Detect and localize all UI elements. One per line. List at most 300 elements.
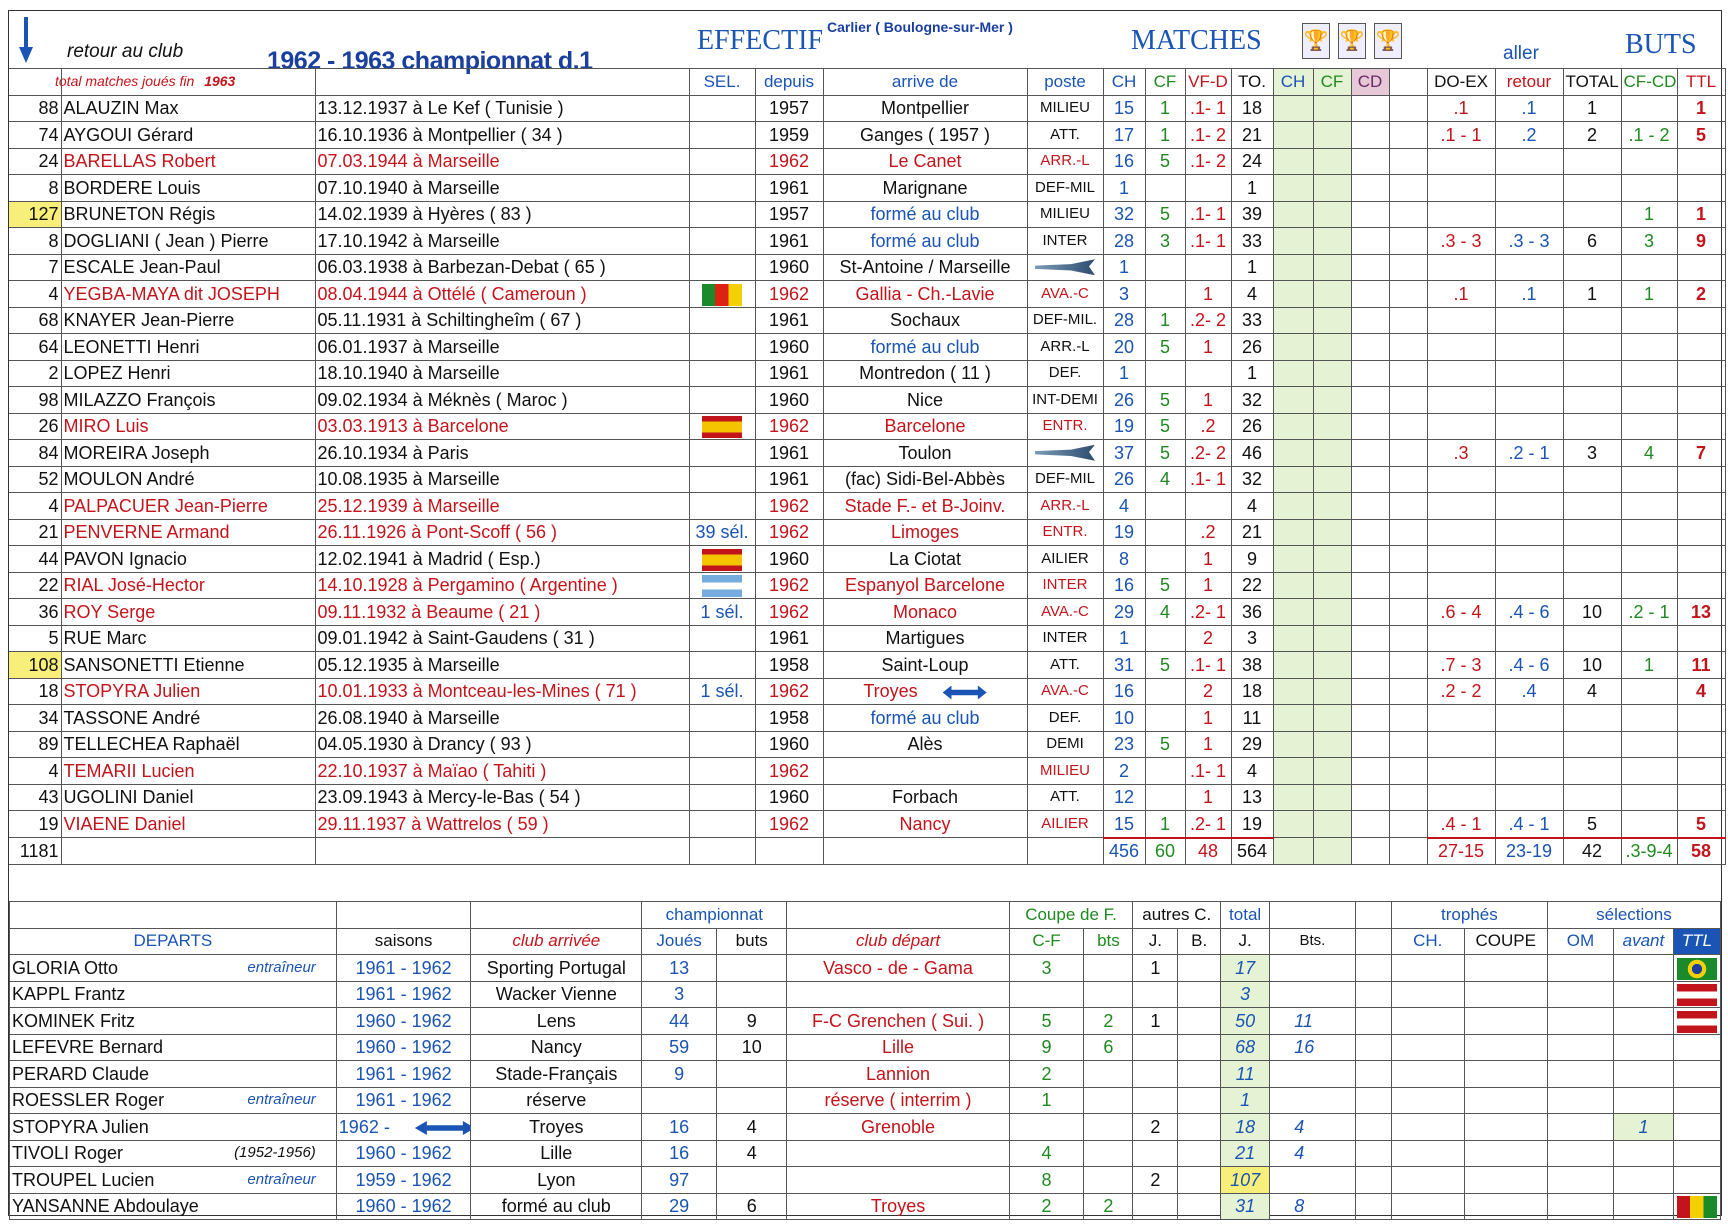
- total-matches: 39: [1231, 201, 1273, 228]
- total-matches: 46: [1231, 440, 1273, 467]
- player-row[interactable]: [9, 440, 1725, 467]
- player-row[interactable]: [9, 307, 1725, 334]
- vfd-matches: [1185, 493, 1231, 520]
- trophy-ch: [1391, 1167, 1464, 1194]
- trophy-coupe: [1464, 981, 1547, 1008]
- goals-retour: [1495, 784, 1563, 811]
- total-matches: 4: [1231, 281, 1273, 308]
- selections-cell: [689, 572, 755, 599]
- birth-info: 22.10.1937 à Maïao ( Tahiti ): [315, 758, 689, 785]
- since-year: 1957: [755, 201, 823, 228]
- player-name[interactable]: VIAENE Daniel: [61, 811, 315, 838]
- goals-doex: [1427, 254, 1495, 281]
- trophy-ch-cell: [1273, 281, 1313, 308]
- col-retour[interactable]: retour: [1495, 69, 1563, 96]
- total-bts: [1270, 955, 1355, 982]
- position: ARR.-L: [1027, 334, 1103, 361]
- departures-table: [9, 901, 1721, 1220]
- trophy-cf-cell: [1313, 625, 1351, 652]
- goals-doex: [1427, 493, 1495, 520]
- cf-matches: [1145, 519, 1185, 546]
- cf-goals: 6: [1084, 1034, 1133, 1061]
- goals-retour: [1495, 175, 1563, 202]
- player-row[interactable]: [9, 625, 1725, 652]
- player-row[interactable]: [9, 175, 1725, 202]
- col-total-j[interactable]: J.: [1221, 928, 1270, 955]
- trophy-ch-cell: [1273, 413, 1313, 440]
- col-cf[interactable]: CF: [1145, 69, 1185, 96]
- player-name[interactable]: MOULON André: [61, 466, 315, 493]
- total-matches: 3: [1231, 625, 1273, 652]
- player-row[interactable]: [9, 546, 1725, 573]
- birth-info: 16.10.1936 à Montpellier ( 34 ): [315, 122, 689, 149]
- ch-matches: 26: [1103, 466, 1145, 493]
- total-cf: 60: [1145, 838, 1185, 865]
- seasons-cell: 1961 - 1962: [336, 1061, 471, 1088]
- trophy-cf-cell: [1313, 705, 1351, 732]
- since-year: 1961: [755, 175, 823, 202]
- player-name[interactable]: ALAUZIN Max: [61, 95, 315, 122]
- trophy-cf-cell: [1313, 281, 1351, 308]
- col-doex[interactable]: DO-EX: [1427, 69, 1495, 96]
- trophy-ch-cell: [1273, 175, 1313, 202]
- ch-matches: 2: [1103, 758, 1145, 785]
- goals-doex: .1: [1427, 281, 1495, 308]
- player-row[interactable]: [9, 652, 1725, 679]
- vfd-matches: 2: [1185, 678, 1231, 705]
- player-row[interactable]: [9, 678, 1725, 705]
- vfd-matches: 2: [1185, 625, 1231, 652]
- player-name[interactable]: TELLECHEA Raphaël: [61, 731, 315, 758]
- empty-cell: [1389, 838, 1427, 865]
- goals-doex: [1427, 731, 1495, 758]
- col-b[interactable]: B.: [1178, 928, 1221, 955]
- player-name[interactable]: ROY Serge: [61, 599, 315, 626]
- trophy-cf-cell: [1313, 95, 1351, 122]
- selections-cell: [689, 705, 755, 732]
- arrived-from: formé au club: [823, 201, 1027, 228]
- champ-buts: [716, 1087, 786, 1114]
- goals-ttl: [1677, 731, 1725, 758]
- player-row[interactable]: [9, 334, 1725, 361]
- cf-goals: 2: [1084, 1193, 1133, 1220]
- birth-info: 06.01.1937 à Marseille: [315, 334, 689, 361]
- col-total-bts[interactable]: Bts.: [1270, 928, 1355, 955]
- col-club-depart[interactable]: club départ: [787, 928, 1009, 955]
- col-sel-ttl[interactable]: TTL: [1673, 928, 1720, 955]
- departure-name-cell[interactable]: [10, 1008, 337, 1035]
- goals-cfcd: [1621, 175, 1677, 202]
- matches-total-cell: 98: [9, 387, 61, 414]
- col-j[interactable]: J.: [1133, 928, 1178, 955]
- ch-matches: 15: [1103, 95, 1145, 122]
- sel-ttl: [1673, 1193, 1720, 1220]
- player-name[interactable]: PALPACUER Jean-Pierre: [61, 493, 315, 520]
- goals-cfcd: [1621, 731, 1677, 758]
- cf-matches: [1145, 705, 1185, 732]
- player-name[interactable]: LOPEZ Henri: [61, 360, 315, 387]
- departs-title: DEPARTS: [10, 928, 337, 955]
- goals-total: [1563, 254, 1621, 281]
- goals-doex: [1427, 758, 1495, 785]
- col-trophy-cf[interactable]: CF: [1313, 69, 1351, 96]
- selections-cell: [689, 148, 755, 175]
- player-name[interactable]: ESCALE Jean-Paul: [61, 254, 315, 281]
- goals-ttl: [1677, 307, 1725, 334]
- autres-j: 1: [1133, 955, 1178, 982]
- since-year: 1961: [755, 466, 823, 493]
- goals-retour: [1495, 731, 1563, 758]
- trophy-ch-cell: [1273, 387, 1313, 414]
- col-trophy-coupe[interactable]: COUPE: [1464, 928, 1547, 955]
- arrived-from: formé au club: [823, 334, 1027, 361]
- player-row[interactable]: [9, 201, 1725, 228]
- departure-row[interactable]: [10, 1087, 1721, 1114]
- empty-cell: [1273, 838, 1313, 865]
- player-name[interactable]: PAVON Ignacio: [61, 546, 315, 573]
- vfd-matches: .1- 2: [1185, 122, 1231, 149]
- autres-j: 1: [1133, 1008, 1178, 1035]
- player-row[interactable]: [9, 519, 1725, 546]
- cf-matches: 1: [1145, 811, 1185, 838]
- matches-total-cell: 4: [9, 758, 61, 785]
- departure-row[interactable]: [10, 1114, 1721, 1141]
- departure-row[interactable]: [10, 1061, 1721, 1088]
- player-row[interactable]: [9, 811, 1725, 838]
- selections-cell: [689, 281, 755, 308]
- total-matches: 36: [1231, 599, 1273, 626]
- autres-j: [1133, 1193, 1178, 1220]
- col-club-arrivee[interactable]: club arrivée: [471, 928, 642, 955]
- total-matches: 32: [1231, 387, 1273, 414]
- player-name[interactable]: KNAYER Jean-Pierre: [61, 307, 315, 334]
- club-depart: [787, 1167, 1009, 1194]
- spacer-cell: [1389, 201, 1427, 228]
- col-sel-om[interactable]: OM: [1547, 928, 1613, 955]
- col-total[interactable]: TOTAL: [1563, 69, 1621, 96]
- col-joues[interactable]: Joués: [642, 928, 717, 955]
- trophy-cd-cell: [1351, 175, 1389, 202]
- trophy-ch-cell: [1273, 228, 1313, 255]
- departure-name-cell[interactable]: [10, 955, 337, 982]
- club-depart: Grenoble: [787, 1114, 1009, 1141]
- player-row[interactable]: [9, 228, 1725, 255]
- spacer-cell: [1389, 678, 1427, 705]
- departure-role: entraîneur: [247, 958, 316, 976]
- player-name[interactable]: LEONETTI Henri: [61, 334, 315, 361]
- matches-total-cell: 88: [9, 95, 61, 122]
- goals-ttl: [1677, 387, 1725, 414]
- player-name[interactable]: TASSONE André: [61, 705, 315, 732]
- col-arrive[interactable]: arrive de: [823, 69, 1027, 96]
- goals-total: [1563, 387, 1621, 414]
- col-sel-avant[interactable]: avant: [1614, 928, 1674, 955]
- goals-cfcd: [1621, 95, 1677, 122]
- ch-matches: 16: [1103, 572, 1145, 599]
- vfd-matches: 1: [1185, 281, 1231, 308]
- goals-retour: .4 - 6: [1495, 599, 1563, 626]
- player-row[interactable]: [9, 122, 1725, 149]
- total-j: 68: [1221, 1034, 1270, 1061]
- col-to[interactable]: TO.: [1231, 69, 1273, 96]
- cf-matches: 1: [1145, 122, 1185, 149]
- departure-row[interactable]: [10, 1193, 1721, 1220]
- player-row[interactable]: [9, 599, 1725, 626]
- cf-goals: [1084, 1087, 1133, 1114]
- trophy-ch-cell: [1273, 546, 1313, 573]
- spacer-cell: [1355, 1114, 1391, 1141]
- sel-om: [1547, 1167, 1613, 1194]
- spacer-cell: [1355, 955, 1391, 982]
- player-name[interactable]: RIAL José-Hector: [61, 572, 315, 599]
- sel-ttl: [1673, 1034, 1720, 1061]
- player-name[interactable]: RUE Marc: [61, 625, 315, 652]
- player-name[interactable]: STOPYRA Julien: [61, 678, 315, 705]
- departure-row[interactable]: [10, 981, 1721, 1008]
- player-row[interactable]: [9, 360, 1725, 387]
- departure-name-cell[interactable]: [10, 1034, 337, 1061]
- trophy-cd-cell: [1351, 705, 1389, 732]
- arrived-from: Montpellier: [823, 95, 1027, 122]
- player-row[interactable]: [9, 254, 1725, 281]
- transfer-arrow-icon: [415, 1121, 471, 1135]
- goals-total: 3: [1563, 440, 1621, 467]
- player-row[interactable]: [9, 758, 1725, 785]
- player-name[interactable]: BARELLAS Robert: [61, 148, 315, 175]
- player-name[interactable]: UGOLINI Daniel: [61, 784, 315, 811]
- position: [1027, 254, 1103, 281]
- goals-retour: .4 - 1: [1495, 811, 1563, 838]
- goals-doex: [1427, 360, 1495, 387]
- player-row[interactable]: [9, 784, 1725, 811]
- col-poste[interactable]: poste: [1027, 69, 1103, 96]
- goals-cfcd: [1621, 572, 1677, 599]
- player-name[interactable]: MOREIRA Joseph: [61, 440, 315, 467]
- spacer-cell: [1389, 572, 1427, 599]
- player-row[interactable]: [9, 148, 1725, 175]
- effectif-heading: EFFECTIF: [697, 25, 824, 56]
- trophy-ch-cell: [1273, 254, 1313, 281]
- vfd-matches: .1- 1: [1185, 758, 1231, 785]
- argentina-flag-icon: [702, 575, 742, 597]
- trophy-cf-cell: [1313, 758, 1351, 785]
- col-saisons[interactable]: saisons: [336, 928, 471, 955]
- arrived-from: (fac) Sidi-Bel-Abbès: [823, 466, 1027, 493]
- goals-total: 10: [1563, 652, 1621, 679]
- departure-row[interactable]: [10, 1167, 1721, 1194]
- total-matches: 1: [1231, 254, 1273, 281]
- total-cfcd: .3-9-4: [1621, 838, 1677, 865]
- departure-row[interactable]: [10, 955, 1721, 982]
- departure-name-cell[interactable]: [10, 1140, 337, 1167]
- birth-info: 13.12.1937 à Le Kef ( Tunisie ): [315, 95, 689, 122]
- birth-info: 03.03.1913 à Barcelone: [315, 413, 689, 440]
- departure-name-cell[interactable]: [10, 981, 337, 1008]
- vfd-matches: [1185, 360, 1231, 387]
- cf-matches: 4: [1145, 599, 1185, 626]
- goals-doex: [1427, 519, 1495, 546]
- player-row[interactable]: [9, 281, 1725, 308]
- cf-goals: 2: [1084, 1008, 1133, 1035]
- player-name[interactable]: DOGLIANI ( Jean ) Pierre: [61, 228, 315, 255]
- player-row[interactable]: [9, 731, 1725, 758]
- goals-doex: [1427, 175, 1495, 202]
- trophy-cd-cell: [1351, 254, 1389, 281]
- seasons-cell: 1960 - 1962: [336, 1034, 471, 1061]
- guinea-flag-icon: [1677, 1196, 1717, 1218]
- col-ttl[interactable]: TTL: [1677, 69, 1725, 96]
- player-row[interactable]: [9, 413, 1725, 440]
- col-buts[interactable]: buts: [716, 928, 786, 955]
- col-cf[interactable]: C-F: [1009, 928, 1084, 955]
- cf-played: 5: [1009, 1008, 1084, 1035]
- club-arrivee: Troyes: [471, 1114, 642, 1141]
- vfd-matches: 1: [1185, 387, 1231, 414]
- position: ENTR.: [1027, 413, 1103, 440]
- position: ATT.: [1027, 652, 1103, 679]
- vfd-matches: .1- 2: [1185, 148, 1231, 175]
- matches-total-cell: 84: [9, 440, 61, 467]
- arrived-from: Sochaux: [823, 307, 1027, 334]
- goals-total: 10: [1563, 599, 1621, 626]
- plane-icon: [1035, 259, 1095, 275]
- departure-row[interactable]: [10, 1140, 1721, 1167]
- selections-group: sélections: [1547, 902, 1720, 929]
- player-name[interactable]: TEMARII Lucien: [61, 758, 315, 785]
- autres-b: [1178, 955, 1221, 982]
- trophy-cd-cell: [1351, 95, 1389, 122]
- trophy-cf-cell: [1313, 811, 1351, 838]
- cf-played: [1009, 1114, 1084, 1141]
- col-trophy-cd[interactable]: CD: [1351, 69, 1389, 96]
- player-row[interactable]: [9, 705, 1725, 732]
- cf-goals: [1084, 1114, 1133, 1141]
- trophy-cd-cell: [1351, 360, 1389, 387]
- brazil-flag-icon: [1677, 958, 1717, 980]
- departure-name-cell[interactable]: [10, 1061, 337, 1088]
- trophy-ch: [1391, 1193, 1464, 1220]
- cf-matches: [1145, 254, 1185, 281]
- sel-ttl: [1673, 981, 1720, 1008]
- player-row[interactable]: [9, 95, 1725, 122]
- departure-name-cell[interactable]: [10, 1193, 337, 1220]
- ch-matches: 26: [1103, 387, 1145, 414]
- departure-name-cell[interactable]: [10, 1167, 337, 1194]
- cf-matches: 1: [1145, 95, 1185, 122]
- goals-cfcd: [1621, 705, 1677, 732]
- ch-matches: 15: [1103, 811, 1145, 838]
- col-cfcd[interactable]: CF-CD: [1621, 69, 1677, 96]
- col-trophy-ch[interactable]: CH.: [1391, 928, 1464, 955]
- col-ch[interactable]: CH: [1103, 69, 1145, 96]
- player-row[interactable]: [9, 387, 1725, 414]
- player-name[interactable]: YEGBA-MAYA dit JOSEPH: [61, 281, 315, 308]
- player-name[interactable]: MILAZZO François: [61, 387, 315, 414]
- club-arrivee: Stade-Français: [471, 1061, 642, 1088]
- position: AVA.-C: [1027, 678, 1103, 705]
- trophy-coupe: [1464, 1193, 1547, 1220]
- position: AVA.-C: [1027, 599, 1103, 626]
- autres-b: [1178, 1114, 1221, 1141]
- cf-matches: [1145, 678, 1185, 705]
- goals-doex: [1427, 334, 1495, 361]
- player-row[interactable]: [9, 572, 1725, 599]
- matches-total-cell: 108: [9, 652, 61, 679]
- club-arrivee: Sporting Portugal: [471, 955, 642, 982]
- goals-ttl: 2: [1677, 281, 1725, 308]
- total-matches: 29: [1231, 731, 1273, 758]
- col-bts[interactable]: bts: [1084, 928, 1133, 955]
- down-arrow-icon[interactable]: [19, 17, 33, 63]
- departure-name-cell[interactable]: [10, 1114, 337, 1141]
- trophy-ch-cell: [1273, 334, 1313, 361]
- departure-name-cell[interactable]: [10, 1087, 337, 1114]
- player-name[interactable]: PENVERNE Armand: [61, 519, 315, 546]
- goals-retour: [1495, 360, 1563, 387]
- empty-cell: [1351, 838, 1389, 865]
- vfd-matches: 1: [1185, 731, 1231, 758]
- goals-retour: [1495, 148, 1563, 175]
- club-depart: Troyes: [787, 1193, 1009, 1220]
- vfd-matches: 1: [1185, 546, 1231, 573]
- player-name[interactable]: BRUNETON Régis: [61, 201, 315, 228]
- empty-cell: [689, 838, 755, 865]
- player-row[interactable]: [9, 466, 1725, 493]
- autres-b: [1178, 1140, 1221, 1167]
- col-trophy-ch[interactable]: CH: [1273, 69, 1313, 96]
- vfd-matches: .2- 2: [1185, 307, 1231, 334]
- goals-ttl: [1677, 546, 1725, 573]
- position: DEF-MIL.: [1027, 307, 1103, 334]
- total-matches: 24: [1231, 148, 1273, 175]
- goals-cfcd: [1621, 413, 1677, 440]
- goals-cfcd: .2 - 1: [1621, 599, 1677, 626]
- selections-cell: [689, 228, 755, 255]
- col-depuis[interactable]: depuis: [755, 69, 823, 96]
- cf-matches: 5: [1145, 572, 1185, 599]
- player-row[interactable]: [9, 493, 1725, 520]
- player-name[interactable]: SANSONETTI Etienne: [61, 652, 315, 679]
- player-name[interactable]: BORDERE Louis: [61, 175, 315, 202]
- cameroon-flag-icon: [702, 284, 742, 306]
- retour-link[interactable]: retour au club: [67, 41, 184, 62]
- departure-row[interactable]: [10, 1008, 1721, 1035]
- matches-total-cell: 5: [9, 625, 61, 652]
- player-name[interactable]: MIRO Luis: [61, 413, 315, 440]
- goals-retour: [1495, 466, 1563, 493]
- total-vfd: 48: [1185, 838, 1231, 865]
- sel-ttl: [1673, 1167, 1720, 1194]
- goals-total: [1563, 493, 1621, 520]
- goals-retour: [1495, 758, 1563, 785]
- transfer-arrow-icon: [943, 686, 987, 700]
- sel-om: [1547, 1008, 1613, 1035]
- col-vfd[interactable]: VF-D: [1185, 69, 1231, 96]
- empty-cell: [1027, 838, 1103, 865]
- goals-total: [1563, 466, 1621, 493]
- goals-total: 1: [1563, 95, 1621, 122]
- player-name[interactable]: AYGOUI Gérard: [61, 122, 315, 149]
- departure-name: YANSANNE Abdoulaye: [12, 1196, 199, 1217]
- arrived-from: Ganges ( 1957 ): [823, 122, 1027, 149]
- trophy-cf-cell: [1313, 413, 1351, 440]
- col-sel[interactable]: SEL.: [689, 69, 755, 96]
- goals-retour: .2: [1495, 122, 1563, 149]
- goals-cfcd: [1621, 148, 1677, 175]
- spacer-cell: [1389, 334, 1427, 361]
- arrived-from: Gallia - Ch.-Lavie: [823, 281, 1027, 308]
- departure-row[interactable]: [10, 1034, 1721, 1061]
